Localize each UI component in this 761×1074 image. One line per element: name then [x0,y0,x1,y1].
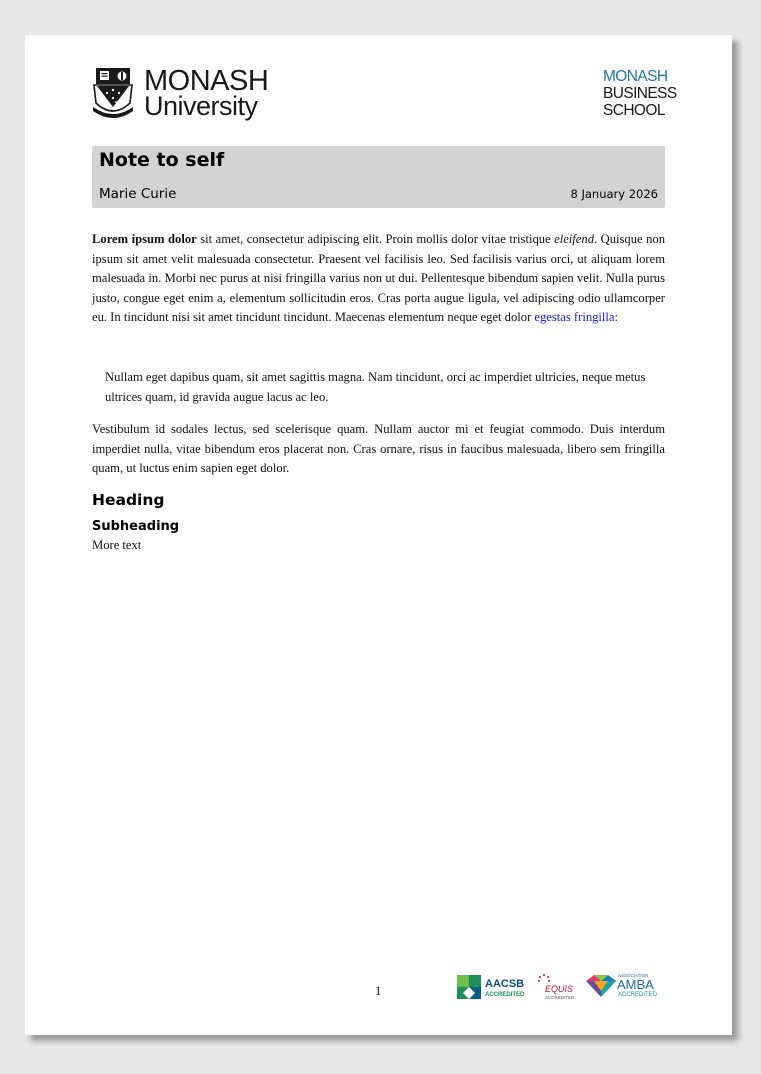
aacsb-name: AACSB [485,978,525,990]
paragraph-1-end: : [614,310,619,325]
document-date: 8 January 2026 [570,187,658,201]
document-title: Note to self [99,149,225,171]
page-number: 1 [375,984,382,998]
amba-diamond-icon [586,973,616,999]
aacsb-sub: ACCREDITED [485,992,525,998]
more-text: More text [92,538,142,552]
aacsb-badge [457,973,529,1003]
school-line3: SCHOOL [603,102,665,119]
business-school-logo [603,68,677,119]
university-wordmark-line2: University [144,91,258,121]
university-wordmark-line1: MONASH [144,65,269,97]
amba-top: ASSOCIATION [618,973,649,978]
section-heading: Heading [92,491,165,509]
equis-sub: ACCREDITED [545,995,575,1000]
crest-icon [92,67,134,119]
equis-badge [537,973,579,1003]
paragraph-1 [92,230,665,328]
amba-sub: ACCREDITED [618,992,658,998]
monash-university-logo [92,67,282,123]
document-author: Marie Curie [99,186,177,202]
section-subheading: Subheading [92,519,180,534]
aacsb-icon [457,973,483,999]
amba-badge [586,973,666,1003]
egestas-fringilla-link[interactable]: egestas fringilla [534,310,615,325]
amba-name: AMBA [617,977,654,992]
school-line1: MONASH [603,68,668,85]
paragraph-1-text-a: sit amet, consectetur adipiscing elit. Proin mollis dolor vitae tristique [196,232,555,246]
equis-name: EQUIS [545,984,574,994]
paragraph-1-bold: Lorem ipsum dolor [92,232,197,246]
paragraph-2: Vestibulum id sodales lectus, sed scelerisque quam. Nullam auctor mi et feugiat commodo. Duis interdum imperdiet nulla, vitae bibendum eros placerat non. Cras ornare, risus in faucibus malesuada, libero sem fringilla quam, ut luctus enim sapien eget dolor. [92,422,665,476]
block-quote: Nullam eget dapibus quam, sit amet sagittis magna. Nam tincidunt, orci ac imperdiet ultricies, neque metus ultrices quam, id gravida augue lacus ac leo. [105,370,646,404]
school-line2: BUSINESS [603,85,677,102]
title-block [92,146,665,208]
document-page [25,35,732,1035]
paragraph-1-text-b: . Quisque non ipsum sit amet velit malesuada consectetur. Praesent vel facilisis leo. Sed facilisis varius orci, ut aliquam lorem malesuada in. Morbi nec purus at nisi fringilla varius non ut dui. Pellentesque bibendum sapien velit. Nulla purus justo, congue eget enim a, elementum sollicitudin eros. Cras porta augue ligula, vel adipiscing odio ullamcorper eu. In tincidunt nisi sit amet tincidunt tincidunt. Maecenas elementum neque eget dolor [92,232,666,325]
paragraph-1-italic: eleifend [554,232,594,246]
